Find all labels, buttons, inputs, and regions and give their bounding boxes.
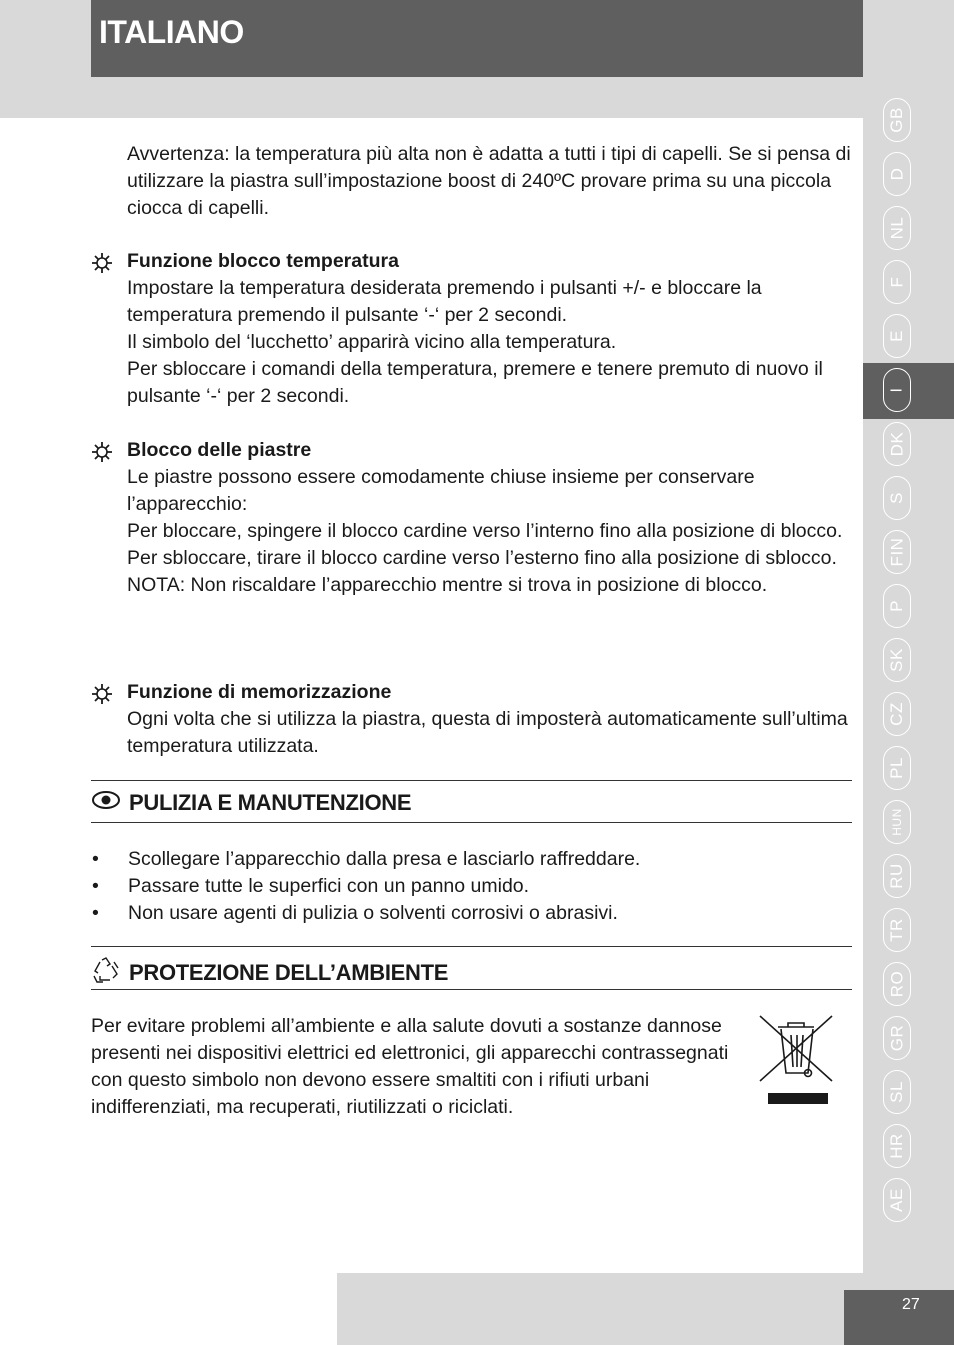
section-divider: [91, 946, 852, 947]
warning-paragraph: [127, 141, 857, 222]
feature-heading: Funzione blocco temperatura: [127, 250, 399, 272]
feature-heading: Funzione di memorizzazione: [127, 681, 392, 703]
feature-plate-lock: [127, 437, 852, 599]
feature-line: Per sbloccare i comandi della temperatura, premere e tenere premuto di nuovo il pulsante ‘-‘ per 2 secondi.: [127, 358, 823, 407]
cleaning-section-title: [91, 789, 411, 817]
language-tab-e[interactable]: E: [880, 312, 914, 360]
language-tab-sk[interactable]: SK: [880, 636, 914, 684]
list-item: • Scollegare l’apparecchio dalla presa e lasciarlo raffreddare.: [92, 848, 641, 870]
feature-line: Impostare la temperatura desiderata premendo i pulsanti +/- e bloccare la temperatura premendo il pulsante ‘-‘ per 2 secondi.: [127, 277, 762, 326]
header-bar: [91, 0, 863, 77]
section-divider: [91, 822, 852, 823]
feature-line: Il simbolo del ‘lucchetto’ apparirà vicino alla temperatura.: [127, 331, 617, 353]
language-tab-ro[interactable]: RO: [880, 960, 914, 1008]
section-divider: [91, 780, 852, 781]
crossed-out-bin-icon: [758, 1013, 834, 1107]
language-tab-ru[interactable]: RU: [880, 852, 914, 900]
environment-section-title: [91, 956, 448, 990]
sun-bullet-icon: [91, 252, 113, 274]
language-tab-nl[interactable]: NL: [880, 204, 914, 252]
language-tab-d[interactable]: D: [880, 150, 914, 198]
language-tab-p[interactable]: P: [880, 582, 914, 630]
page-title: ITALIANO: [99, 14, 244, 50]
page-number: 27: [902, 1296, 920, 1313]
recycle-icon: [91, 956, 121, 990]
environment-paragraph: Per evitare problemi all’ambiente e alla salute dovuti a sostanze dannose presenti nei dispositivi elettrici ed elettronici, gli apparecchi contrassegnati con questo simbolo non devono essere smaltiti con i rifiuti urbani indifferenziati, ma recuperati, riutilizzati o riciclati.: [91, 1015, 729, 1118]
feature-line: Ogni volta che si utilizza la piastra, questa di imposterà automaticamente sull’ultima temperatura utilizzata.: [127, 708, 848, 757]
page-number-box: [844, 1290, 954, 1345]
bottom-white-area: [0, 1273, 337, 1345]
list-item: • Passare tutte le superfici con un panno umido.: [92, 875, 530, 897]
warning-text: Avvertenza: la temperatura più alta non è adatta a tutti i tipi di capelli. Se si pensa di utilizzare la piastra sull’impostazione boost di 240ºC provare prima su una piccola ciocca di capelli.: [127, 143, 851, 219]
language-tab-cz[interactable]: CZ: [880, 690, 914, 738]
language-tab-gr[interactable]: GR: [880, 1014, 914, 1062]
feature-line: Per bloccare, spingere il blocco cardine verso l’interno fino alla posizione di blocco.: [127, 520, 843, 542]
language-tab-s[interactable]: S: [880, 474, 914, 522]
feature-temperature-lock: [127, 248, 852, 410]
section-divider: [91, 989, 852, 990]
sun-bullet-icon: [91, 441, 113, 463]
feature-line: Per sbloccare, tirare il blocco cardine verso l’esterno fino alla posizione di sblocco.: [127, 547, 837, 569]
eye-icon: [91, 789, 121, 817]
language-tab-hr[interactable]: HR: [880, 1122, 914, 1170]
language-tab-gb[interactable]: GB: [880, 96, 914, 144]
list-item: • Non usare agenti di pulizia o solventi corrosivi o abrasivi.: [92, 902, 618, 924]
feature-heading: Blocco delle piastre: [127, 439, 312, 461]
feature-line: Le piastre possono essere comodamente chiuse insieme per conservare l’apparecchio:: [127, 466, 755, 515]
language-tab-dk[interactable]: DK: [880, 420, 914, 468]
environment-title-text: PROTEZIONE DELL’AMBIENTE: [129, 960, 449, 985]
cleaning-title-text: PULIZIA E MANUTENZIONE: [129, 790, 412, 815]
language-tab-ae[interactable]: AE: [880, 1176, 914, 1224]
language-tab-i[interactable]: I: [880, 366, 914, 414]
language-tab-sl[interactable]: SL: [880, 1068, 914, 1116]
language-tab-pl[interactable]: PL: [880, 744, 914, 792]
language-tab-f[interactable]: F: [880, 258, 914, 306]
sun-bullet-icon: [91, 683, 113, 705]
language-tab-tr[interactable]: TR: [880, 906, 914, 954]
feature-memory: [127, 679, 852, 760]
language-tab-fin[interactable]: FIN: [880, 528, 914, 576]
language-tab-hun[interactable]: HUN: [880, 798, 914, 846]
cleaning-bullet-list: [91, 846, 831, 927]
feature-line: NOTA: Non riscaldare l’apparecchio mentre si trova in posizione di blocco.: [127, 574, 768, 596]
